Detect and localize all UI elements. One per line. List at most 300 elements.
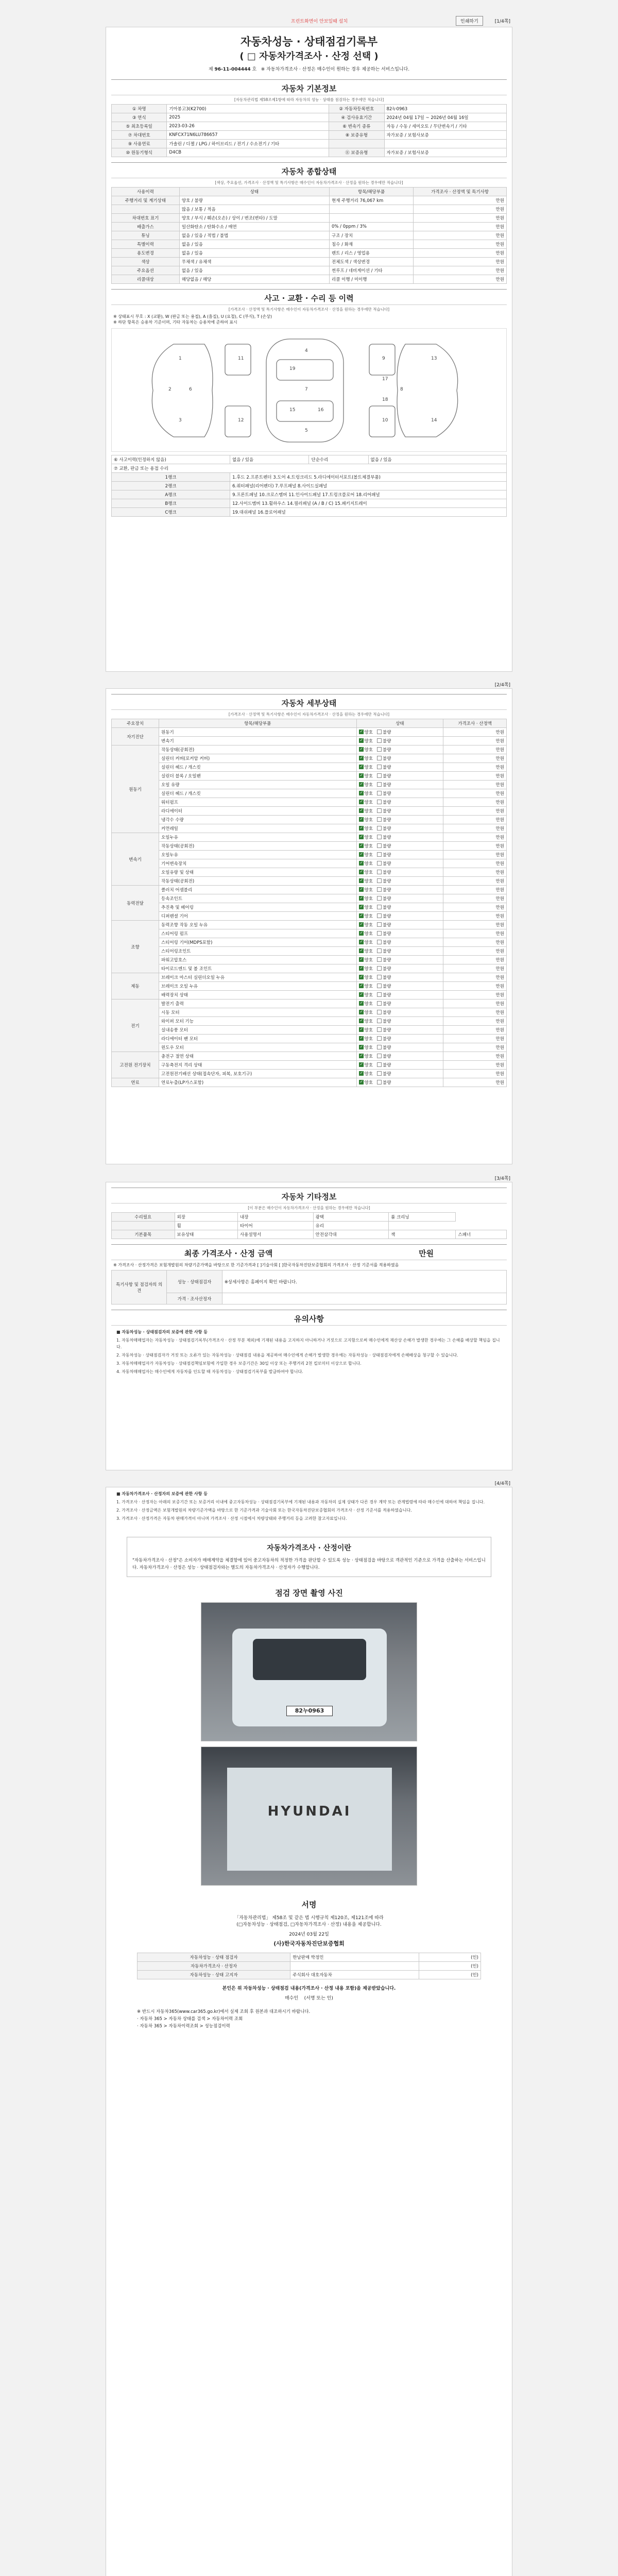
- detail-table: [111, 719, 507, 1087]
- detail-price: 만원: [443, 1008, 507, 1017]
- detail-row: [112, 929, 507, 938]
- price-unit: 만원: [419, 1249, 434, 1258]
- state-good-checkbox[interactable]: [359, 940, 364, 944]
- overall-item: 리콜대상: [112, 275, 180, 284]
- basic-value[interactable]: [384, 140, 506, 148]
- detail-price: 만원: [443, 982, 507, 991]
- detail-price: 만원: [443, 1026, 507, 1035]
- overall-part: 렌트 / 리스 / 영업용: [330, 249, 414, 258]
- footer-2: · 자동차 365 > 자동차 상태를 검색 > 자동차이력 조회: [137, 2016, 243, 2022]
- detail-item: 구동축전지 격리 상태: [159, 1061, 357, 1070]
- etc-item[interactable]: 타이어: [238, 1222, 314, 1230]
- overall-state[interactable]: 양호 / 부식 / 훼손(오손) / 상이 / 변조(변타) / 도말: [179, 214, 329, 223]
- overall-row: [112, 214, 507, 223]
- detail-state[interactable]: [356, 903, 443, 912]
- state-good-checkbox[interactable]: [359, 817, 364, 822]
- state-good-checkbox[interactable]: [359, 1019, 364, 1023]
- diagram-number: 3: [179, 418, 182, 423]
- accident-legend: ※ 상태표시 부호 : X (교환), W (판금 또는 용접), A (흠집), U (요철), C (부식), T (손상): [113, 314, 272, 319]
- state-good-checkbox[interactable]: [359, 765, 364, 769]
- basic-label: ⑩ 원동기형식: [112, 148, 167, 157]
- state-bad-label: 불량: [382, 800, 391, 805]
- state-bad-checkbox[interactable]: [377, 747, 382, 752]
- page2-topbar: [106, 678, 512, 689]
- basic-value[interactable]: 2023-03-26: [167, 122, 329, 131]
- state-good-label: 양호: [364, 800, 373, 805]
- state-bad-checkbox[interactable]: [377, 887, 382, 892]
- state-good-checkbox[interactable]: [359, 730, 364, 734]
- detail-state[interactable]: [356, 947, 443, 956]
- detail-state[interactable]: [356, 842, 443, 851]
- state-bad-label: 불량: [382, 835, 391, 840]
- state-bad-checkbox[interactable]: [377, 808, 382, 813]
- state-good-label: 양호: [364, 993, 373, 998]
- diagram-number: 6: [189, 387, 192, 392]
- sign-table: [137, 1953, 481, 1979]
- state-bad-checkbox[interactable]: [377, 791, 382, 795]
- page-3: [106, 1182, 512, 1470]
- detail-group: 조향: [112, 921, 159, 973]
- state-bad-checkbox[interactable]: [377, 1027, 382, 1032]
- overall-state[interactable]: 해당없음 / 해당: [179, 275, 329, 284]
- state-bad-checkbox[interactable]: [377, 800, 382, 804]
- detail-price: 만원: [443, 1043, 507, 1052]
- detail-row: [112, 982, 507, 991]
- diagram-number: 16: [318, 408, 324, 413]
- overall-table: [111, 187, 507, 284]
- detail-state[interactable]: [356, 1070, 443, 1078]
- state-good-checkbox[interactable]: [359, 1071, 364, 1076]
- overall-price: 만원: [414, 258, 507, 266]
- state-bad-checkbox[interactable]: [377, 975, 382, 979]
- state-good-checkbox[interactable]: [359, 1001, 364, 1006]
- overall-state[interactable]: 없음 / 있음: [179, 240, 329, 249]
- state-bad-checkbox[interactable]: [377, 852, 382, 857]
- state-bad-checkbox[interactable]: [377, 861, 382, 866]
- state-bad-checkbox[interactable]: [377, 913, 382, 918]
- state-good-checkbox[interactable]: [359, 835, 364, 839]
- detail-price: 만원: [443, 991, 507, 999]
- overall-state[interactable]: 없음 / 있음: [179, 249, 329, 258]
- etc-item[interactable]: 안전삼각대: [313, 1230, 389, 1239]
- overall-row: [112, 275, 507, 284]
- state-bad-label: 불량: [382, 975, 391, 980]
- basic-value[interactable]: 가솔린 / 디젤 / LPG / 하이브리드 / 전기 / 수소전기 / 기타: [167, 140, 329, 148]
- detail-group: 동력전달: [112, 886, 159, 921]
- basic-info-title: 자동차 기본정보: [111, 79, 507, 95]
- state-bad-checkbox[interactable]: [377, 966, 382, 971]
- etc-item[interactable]: 휠: [175, 1222, 238, 1230]
- detail-item: 브레이크 오일 누유: [159, 982, 357, 991]
- detail-item: 오일누유: [159, 833, 357, 842]
- rank2-items: 6.쿼터패널(리어펜더) 7.루프패널 8.사이드실패널: [230, 482, 507, 490]
- overall-sub: [색상, 주요옵션, 가격조사 · 산정액 및 특기사항은 매수인이 자동차가격조사 · 산정을 원하는 경우에만 적습니다]: [215, 180, 403, 185]
- state-bad-label: 불량: [382, 748, 391, 753]
- state-bad-label: 불량: [382, 1080, 391, 1086]
- state-good-checkbox[interactable]: [359, 870, 364, 874]
- detail-price: 만원: [443, 1035, 507, 1043]
- price-note: ※ 가격조사 · 산정가격은 보험개발원의 차량기준가액을 바탕으로 한 기준가격과 [ ]기술사회 [ ]한국자동차진단보증협회의 가격조사 · 산정 기준서를 적용하였음: [113, 1263, 399, 1267]
- detail-state[interactable]: [356, 1052, 443, 1061]
- state-bad-checkbox[interactable]: [377, 817, 382, 822]
- detail-item: 원동기: [159, 728, 357, 737]
- detail-row: [112, 921, 507, 929]
- overall-part: 리콜 이행 / 미이행: [330, 275, 414, 284]
- detail-state[interactable]: [356, 1008, 443, 1017]
- outer-label: ⑦ 교환, 판금 또는 용접 수리: [112, 464, 507, 473]
- detail-state[interactable]: [356, 833, 443, 842]
- caution-title: 유의사항: [111, 1310, 507, 1326]
- state-bad-label: 불량: [382, 888, 391, 893]
- detail-state[interactable]: [356, 824, 443, 833]
- state-good-checkbox[interactable]: [359, 913, 364, 918]
- detail-state[interactable]: [356, 816, 443, 824]
- detail-price: 만원: [443, 912, 507, 921]
- detail-state[interactable]: [356, 1017, 443, 1026]
- state-bad-label: 불량: [382, 1019, 391, 1024]
- diagram-number: 8: [400, 387, 403, 392]
- detail-state[interactable]: [356, 807, 443, 816]
- detail-price: 만원: [443, 851, 507, 859]
- detail-row: [112, 912, 507, 921]
- basic-label: ⑪ 보증유형: [329, 148, 384, 157]
- sign-row: [138, 1953, 481, 1962]
- state-bad-label: 불량: [382, 730, 391, 735]
- state-bad-checkbox[interactable]: [377, 1080, 382, 1084]
- basic-value[interactable]: 기아봉고3(K2700): [167, 105, 329, 113]
- price-title: 최종 가격조사 · 산정 금액: [184, 1249, 273, 1258]
- state-good-checkbox[interactable]: [359, 861, 364, 866]
- info-title: 자동차가격조사 · 산정이란: [267, 1544, 351, 1552]
- overall-item: 주요옵션: [112, 266, 180, 275]
- overall-part: 전체도색 / 색상변경: [330, 258, 414, 266]
- windshield-shape: [253, 1639, 366, 1680]
- print-button[interactable]: 인쇄하기: [456, 16, 483, 26]
- detail-state[interactable]: [356, 1061, 443, 1070]
- detail-item: 고전원전기배선 상태(접속단자, 피복, 보호기구): [159, 1070, 357, 1078]
- basic-label: ⑨ 사용연료: [112, 140, 167, 148]
- detail-price: 만원: [443, 938, 507, 947]
- detail-row: [112, 1052, 507, 1061]
- state-bad-label: 불량: [382, 774, 391, 779]
- state-bad-label: 불량: [382, 1072, 391, 1077]
- detail-price: 만원: [443, 999, 507, 1008]
- state-good-label: 양호: [364, 879, 373, 884]
- detail-state[interactable]: [356, 851, 443, 859]
- state-bad-label: 불량: [382, 756, 391, 761]
- state-good-checkbox[interactable]: [359, 800, 364, 804]
- state-good-checkbox[interactable]: [359, 896, 364, 901]
- state-good-checkbox[interactable]: [359, 738, 364, 743]
- detail-price: 만원: [443, 903, 507, 912]
- state-good-checkbox[interactable]: [359, 992, 364, 997]
- basic-value[interactable]: 자가보증 / 보험사보증: [384, 131, 506, 140]
- state-good-label: 양호: [364, 765, 373, 770]
- detail-price: 만원: [443, 745, 507, 754]
- overall-state[interactable]: 무채색 / 유채색: [179, 258, 329, 266]
- state-bad-checkbox[interactable]: [377, 1071, 382, 1076]
- detail-state[interactable]: [356, 921, 443, 929]
- state-good-checkbox[interactable]: [359, 887, 364, 892]
- state-bad-checkbox[interactable]: [377, 931, 382, 936]
- price-checker-label: 가격 · 조사산정자: [167, 1293, 222, 1304]
- state-good-label: 양호: [364, 791, 373, 796]
- sign-role: 자동차가격조사 · 산정자: [138, 1962, 290, 1971]
- overall-state[interactable]: 일산화탄소 / 탄화수소 / 매연: [179, 223, 329, 231]
- state-bad-checkbox[interactable]: [377, 957, 382, 962]
- basic-value[interactable]: 2024년 04월 17일 ~ 2026년 04월 16일: [384, 113, 506, 122]
- state-good-checkbox[interactable]: [359, 1062, 364, 1067]
- state-good-checkbox[interactable]: [359, 852, 364, 857]
- state-bad-label: 불량: [382, 931, 391, 937]
- detail-state[interactable]: [356, 1035, 443, 1043]
- page-4: [106, 1487, 512, 2576]
- etc-item[interactable]: 유리: [313, 1222, 389, 1230]
- state-bad-checkbox[interactable]: [377, 992, 382, 997]
- state-good-checkbox[interactable]: [359, 782, 364, 787]
- detail-item: 실린더 헤드 / 개스킷: [159, 763, 357, 772]
- state-bad-checkbox[interactable]: [377, 905, 382, 909]
- detail-item: 시동 모터: [159, 1008, 357, 1017]
- state-good-checkbox[interactable]: [359, 975, 364, 979]
- state-good-label: 양호: [364, 844, 373, 849]
- state-good-label: 양호: [364, 1054, 373, 1059]
- etc-item[interactable]: 룸 크리닝: [389, 1213, 456, 1222]
- sign-text-2: (□자동차성능 · 상태점검, □자동차가격조사 · 산정) 내용을 제공합니다.: [236, 1922, 382, 1927]
- overall-part: [330, 214, 414, 223]
- detail-row: [112, 973, 507, 982]
- detail-price: 만원: [443, 728, 507, 737]
- detail-state[interactable]: [356, 728, 443, 737]
- detail-item: 실린더 블록 / 오일팬: [159, 772, 357, 781]
- detail-state[interactable]: [356, 859, 443, 868]
- basic-value[interactable]: 자동 / 수동 / 세미오토 / 무단변속기 / 기타: [384, 122, 506, 131]
- state-good-checkbox[interactable]: [359, 826, 364, 831]
- etc-item[interactable]: 스패너: [456, 1230, 507, 1239]
- state-bad-checkbox[interactable]: [377, 922, 382, 927]
- sign-title: 서명: [301, 1900, 317, 1909]
- state-bad-label: 불량: [382, 905, 391, 910]
- state-bad-checkbox[interactable]: [377, 1036, 382, 1041]
- etc-label: [112, 1222, 175, 1230]
- basic-label: [329, 140, 384, 148]
- detail-state[interactable]: [356, 868, 443, 877]
- state-good-checkbox[interactable]: [359, 1010, 364, 1014]
- state-bad-checkbox[interactable]: [377, 948, 382, 953]
- detail-row: [112, 728, 507, 737]
- buyer-sign: (서명 또는 인): [304, 1996, 333, 2001]
- detail-state[interactable]: [356, 956, 443, 964]
- etc-item[interactable]: 외장: [175, 1213, 238, 1222]
- state-bad-checkbox[interactable]: [377, 1001, 382, 1006]
- state-bad-checkbox[interactable]: [377, 984, 382, 988]
- state-good-checkbox[interactable]: [359, 905, 364, 909]
- detail-state[interactable]: [356, 1078, 443, 1087]
- state-bad-checkbox[interactable]: [377, 1010, 382, 1014]
- state-good-checkbox[interactable]: [359, 747, 364, 752]
- basic-value[interactable]: 82누0963: [384, 105, 506, 113]
- state-bad-checkbox[interactable]: [377, 835, 382, 839]
- detail-price: 만원: [443, 1070, 507, 1078]
- basic-value[interactable]: D4CB: [167, 148, 329, 157]
- doc-header: [106, 27, 512, 74]
- state-bad-checkbox[interactable]: [377, 843, 382, 848]
- state-bad-label: 불량: [382, 896, 391, 902]
- footer-notes: [137, 2008, 481, 2030]
- etc-item[interactable]: 사용설명서: [238, 1230, 314, 1239]
- detail-state[interactable]: [356, 877, 443, 886]
- state-good-checkbox[interactable]: [359, 756, 364, 760]
- state-good-checkbox[interactable]: [359, 843, 364, 848]
- detail-state[interactable]: [356, 781, 443, 789]
- state-bad-checkbox[interactable]: [377, 782, 382, 787]
- state-bad-checkbox[interactable]: [377, 1045, 382, 1049]
- detail-price: 만원: [443, 737, 507, 745]
- detail-state[interactable]: [356, 737, 443, 745]
- state-bad-checkbox[interactable]: [377, 1019, 382, 1023]
- state-good-checkbox[interactable]: [359, 1036, 364, 1041]
- doc-title: 자동차성능 · 상태점검기록부: [240, 36, 378, 48]
- detail-state[interactable]: [356, 798, 443, 807]
- detail-state[interactable]: [356, 973, 443, 982]
- state-good-checkbox[interactable]: [359, 808, 364, 813]
- detail-row: [112, 1061, 507, 1070]
- detail-state[interactable]: [356, 929, 443, 938]
- page4-number: [4/4쪽]: [494, 1481, 510, 1486]
- detail-state[interactable]: [356, 1026, 443, 1035]
- doc-number-line: [106, 65, 512, 72]
- sign-name: 한남판매 박정민: [290, 1953, 419, 1962]
- detail-group: 고전원 전기장치: [112, 1052, 159, 1078]
- detail-price: 만원: [443, 807, 507, 816]
- state-good-checkbox[interactable]: [359, 1027, 364, 1032]
- detail-state[interactable]: [356, 1043, 443, 1052]
- detail-state[interactable]: [356, 964, 443, 973]
- detail-state[interactable]: [356, 772, 443, 781]
- basic-value[interactable]: KNFCX71N6LU786657: [167, 131, 329, 140]
- detail-state[interactable]: [356, 991, 443, 999]
- state-good-checkbox[interactable]: [359, 922, 364, 927]
- overall-state[interactable]: 없음 / 있음: [179, 266, 329, 275]
- overall-state[interactable]: 없음 / 있음 / 적법 / 불법: [179, 231, 329, 240]
- state-good-checkbox[interactable]: [359, 966, 364, 971]
- overall-state[interactable]: 많음 / 보통 / 적음: [179, 205, 329, 214]
- state-bad-label: 불량: [382, 791, 391, 796]
- state-good-checkbox[interactable]: [359, 957, 364, 962]
- detail-row: [112, 789, 507, 798]
- detail-state[interactable]: [356, 763, 443, 772]
- detail-state[interactable]: [356, 894, 443, 903]
- sign-row: [138, 1971, 481, 1979]
- state-bad-checkbox[interactable]: [377, 870, 382, 874]
- state-bad-label: 불량: [382, 914, 391, 919]
- basic-label: ⑦ 차대번호: [112, 131, 167, 140]
- diagram-number: 14: [431, 418, 437, 423]
- detail-state[interactable]: [356, 938, 443, 947]
- inspection-photo-rear: [201, 1747, 417, 1886]
- state-good-checkbox[interactable]: [359, 1054, 364, 1058]
- detail-item: 작동상태(공회전): [159, 877, 357, 886]
- overall-row: [112, 231, 507, 240]
- state-bad-checkbox[interactable]: [377, 730, 382, 734]
- basic-label: ⑧ 보증유형: [329, 131, 384, 140]
- install-warning-link[interactable]: 프린트화면이 안보일때 설치: [291, 19, 348, 24]
- detail-state[interactable]: [356, 789, 443, 798]
- basic-value[interactable]: 자가보증 / 보험사보증: [384, 148, 506, 157]
- etc-item[interactable]: 내장: [238, 1213, 314, 1222]
- car-side-left: [152, 344, 213, 437]
- detail-row: [112, 1078, 507, 1087]
- state-bad-checkbox[interactable]: [377, 878, 382, 883]
- detail-row: [112, 824, 507, 833]
- state-good-checkbox[interactable]: [359, 1045, 364, 1049]
- overall-part: 침수 / 화재: [330, 240, 414, 249]
- state-bad-checkbox[interactable]: [377, 1062, 382, 1067]
- detail-header: 가격조사 · 산정액: [443, 719, 507, 728]
- state-good-checkbox[interactable]: [359, 931, 364, 936]
- detail-row: [112, 763, 507, 772]
- state-bad-label: 불량: [382, 861, 391, 867]
- detail-price: 만원: [443, 947, 507, 956]
- state-bad-checkbox[interactable]: [377, 826, 382, 831]
- state-bad-checkbox[interactable]: [377, 738, 382, 743]
- state-good-checkbox[interactable]: [359, 878, 364, 883]
- basic-value[interactable]: 2025: [167, 113, 329, 122]
- detail-state[interactable]: [356, 982, 443, 991]
- state-good-checkbox[interactable]: [359, 791, 364, 795]
- etc-label: 수리필요: [112, 1213, 175, 1222]
- state-bad-label: 불량: [382, 870, 391, 875]
- overall-state[interactable]: 양호 / 불량: [179, 196, 329, 205]
- history-options[interactable]: 없음 / 있음: [230, 455, 309, 464]
- etc-item[interactable]: 보유상태: [175, 1230, 238, 1239]
- state-good-checkbox[interactable]: [359, 984, 364, 988]
- state-good-checkbox[interactable]: [359, 1080, 364, 1084]
- detail-state[interactable]: [356, 754, 443, 763]
- caution-list: [106, 1326, 512, 1380]
- detail-state[interactable]: [356, 912, 443, 921]
- state-bad-checkbox[interactable]: [377, 773, 382, 778]
- repair-options[interactable]: 없음 / 있음: [368, 455, 506, 464]
- detail-item: 작동상태(공회전): [159, 842, 357, 851]
- detail-state[interactable]: [356, 886, 443, 894]
- state-good-label: 양호: [364, 975, 373, 980]
- accident-table: [111, 455, 507, 517]
- overall-price: 만원: [414, 249, 507, 258]
- car-diagram: [111, 328, 507, 452]
- detail-item: 파워고압호스: [159, 956, 357, 964]
- state-good-checkbox[interactable]: [359, 773, 364, 778]
- detail-row: [112, 842, 507, 851]
- state-bad-checkbox[interactable]: [377, 1054, 382, 1058]
- sign-row: [138, 1962, 481, 1971]
- detail-row: [112, 894, 507, 903]
- detail-row: [112, 851, 507, 859]
- detail-price: 만원: [443, 973, 507, 982]
- etc-item[interactable]: 광택: [313, 1213, 389, 1222]
- detail-state[interactable]: [356, 745, 443, 754]
- state-bad-checkbox[interactable]: [377, 896, 382, 901]
- state-good-checkbox[interactable]: [359, 948, 364, 953]
- state-bad-checkbox[interactable]: [377, 756, 382, 760]
- basic-row: [112, 113, 507, 122]
- detail-state[interactable]: [356, 999, 443, 1008]
- brand-label: HYUNDAI: [267, 1804, 352, 1819]
- state-bad-checkbox[interactable]: [377, 765, 382, 769]
- etc-item[interactable]: 잭: [389, 1230, 456, 1239]
- detail-price: 만원: [443, 842, 507, 851]
- state-bad-checkbox[interactable]: [377, 940, 382, 944]
